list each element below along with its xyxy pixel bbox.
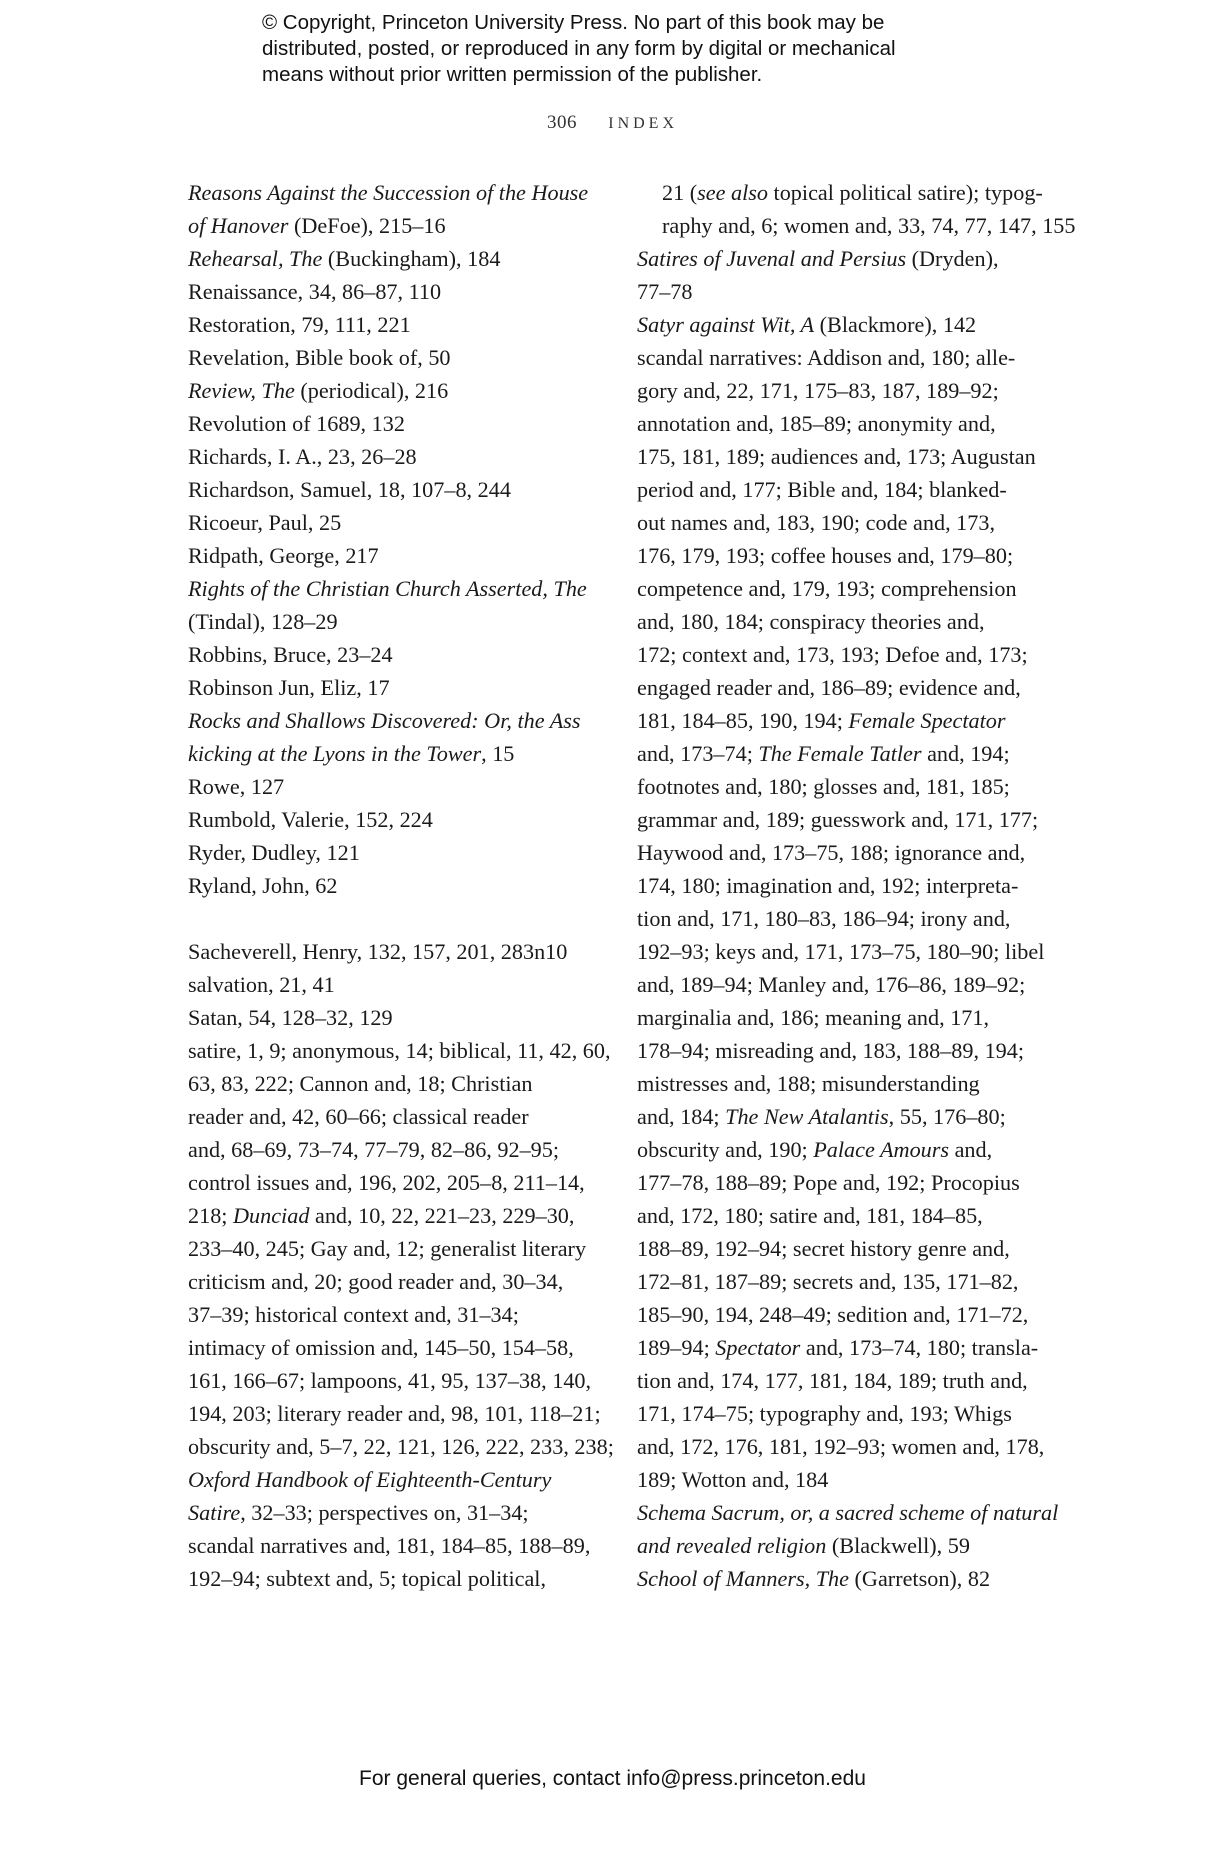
index-entry-scandal-narratives: scandal narratives: Addison and, 180; alle- gory and, 22, 171, 175–83, 187, 189–92; annotation and, 185–89; anonymity and, 175, 181, 189; audiences and, 173; Augustan period and, 177; Bible and, 184; blanked- out names and, 183, 190; code and, 173, 176, 179, 193; coffee houses and, 179–80; competence and, 179, 193; comprehension and, 180, 184; conspiracy theories and, 172; context and, 173, 193; Defoe and, 173; engaged reader and, 186–89; evidence and, 181, 184–85, 190, 194; Female Spectator and, 173–74; The Female Tatler and, 194; footnotes and, 180; glosses and, 181, 185; grammar and, 189; guesswork and, 171, 177; Haywood and, 173–75, 188; ignorance and, 174, 180; imagination and, 192; interpreta- tion and, 171, 180–83, 186–94; irony and, 192–93; keys and, 171, 173–75, 180–90; libel and, 189–94; Manley and, 176–86, 189–92; marginalia and, 186; meaning and, 171, 178–94; misreading and, 183, 188–89, 194; mistresses and, 188; misunderstanding and, 184; The New Atalantis, 55, 176–80; obscurity and, 190; Palace Amours and, 177–78, 188–89; Pope and, 192; Procopius and, 172, 180; satire and, 181, 184–85, 188–89, 192–94; secret history genre and, 172–81, 187–89; secrets and, 135, 171–82, 185–90, 194, 248–49; sedition and, 171–72, 189–94; Spectator and, 173–74, 180; transla- tion and, 174, 177, 181, 184, 189; truth and, 171, 174–75; typography and, 193; Whigs and, 172, 176, 181, 192–93; women and, 178, 189; Wotton and, 184 (637, 345, 1045, 1492)
copyright-line: distributed, posted, or reproduced in any form by digital or mechanical (262, 37, 896, 60)
index-entry: Reasons Against the Succession of the House of Hanover (DeFoe), 215–16 (188, 180, 589, 238)
index-entry: Revolution of 1689, 132 (188, 411, 405, 436)
section-title: INDEX (608, 115, 678, 132)
running-head (0, 112, 1225, 134)
index-entry: Satan, 54, 128–32, 129 (188, 1005, 393, 1030)
index-entry: Richardson, Samuel, 18, 107–8, 244 (188, 477, 511, 502)
index-entry: Revelation, Bible book of, 50 (188, 345, 451, 370)
index-entry: Satires of Juvenal and Persius (Dryden), 77–78 (637, 246, 999, 304)
index-column-right (637, 176, 1076, 1595)
index-entry: Sacheverell, Henry, 132, 157, 201, 283n10 (188, 939, 568, 964)
copyright-line: © Copyright, Princeton University Press. No part of this book may be (262, 11, 885, 34)
copyright-line: means without prior written permission of the publisher. (262, 63, 763, 86)
index-entry: Schema Sacrum, or, a sacred scheme of natural and revealed religion (Blackwell), 59 (637, 1500, 1059, 1558)
copyright-notice (262, 10, 1022, 88)
index-entry-continued: 21 (see also topical political satire); typog- raphy and, 6; women and, 33, 74, 77, 147, 155 (662, 180, 1076, 238)
index-entry: Ryder, Dudley, 121 (188, 840, 360, 865)
index-entry: Robbins, Bruce, 23–24 (188, 642, 393, 667)
index-entry: Ridpath, George, 217 (188, 543, 379, 568)
index-entry: Rumbold, Valerie, 152, 224 (188, 807, 433, 832)
index-entry: salvation, 21, 41 (188, 972, 335, 997)
index-entry-satire: satire, 1, 9; anonymous, 14; biblical, 11, 42, 60, 63, 83, 222; Cannon and, 18; Christian reader and, 42, 60–66; classical reader and, 68–69, 73–74, 77–79, 82–86, 92–95; control issues and, 196, 202, 205–8, 211–14, 218; Dunciad and, 10, 22, 221–23, 229–30, 233–40, 245; Gay and, 12; generalist literary criticism and, 20; good reader and, 30–34, 37–39; historical context and, 31–34; intimacy of omission and, 145–50, 154–58, 161, 166–67; lampoons, 41, 95, 137–38, 140, 194, 203; literary reader and, 98, 101, 118–21; obscurity and, 5–7, 22, 121, 126, 222, 233, 238; Oxford Handbook of Eighteenth-Century Satire, 32–33; perspectives on, 31–34; scandal narratives and, 181, 184–85, 188–89, 192–94; subtext and, 5; topical political, (188, 1038, 614, 1591)
index-entry: Renaissance, 34, 86–87, 110 (188, 279, 442, 304)
index-entry: Restoration, 79, 111, 221 (188, 312, 411, 337)
page-number: 306 (546, 112, 577, 133)
index-entry: Rehearsal, The (Buckingham), 184 (188, 246, 501, 271)
index-entry: Ryland, John, 62 (188, 873, 338, 898)
index-entry: Rowe, 127 (188, 774, 285, 799)
section-gap (188, 902, 592, 935)
index-entry: Satyr against Wit, A (Blackmore), 142 (637, 312, 977, 337)
index-entry: Rocks and Shallows Discovered: Or, the Ass kicking at the Lyons in the Tower, 15 (188, 708, 581, 766)
index-entry: Ricoeur, Paul, 25 (188, 510, 342, 535)
index-entry: Robinson Jun, Eliz, 17 (188, 675, 390, 700)
index-entry: School of Manners, The (Garretson), 82 (637, 1566, 991, 1591)
index-entry: Review, The (periodical), 216 (188, 378, 449, 403)
footer-contact: For general queries, contact info@press.princeton.edu (359, 1767, 866, 1790)
index-column-left (188, 176, 614, 1595)
index-entry: Richards, I. A., 23, 26–28 (188, 444, 417, 469)
index-entry: Rights of the Christian Church Asserted, The (Tindal), 128–29 (188, 576, 587, 634)
